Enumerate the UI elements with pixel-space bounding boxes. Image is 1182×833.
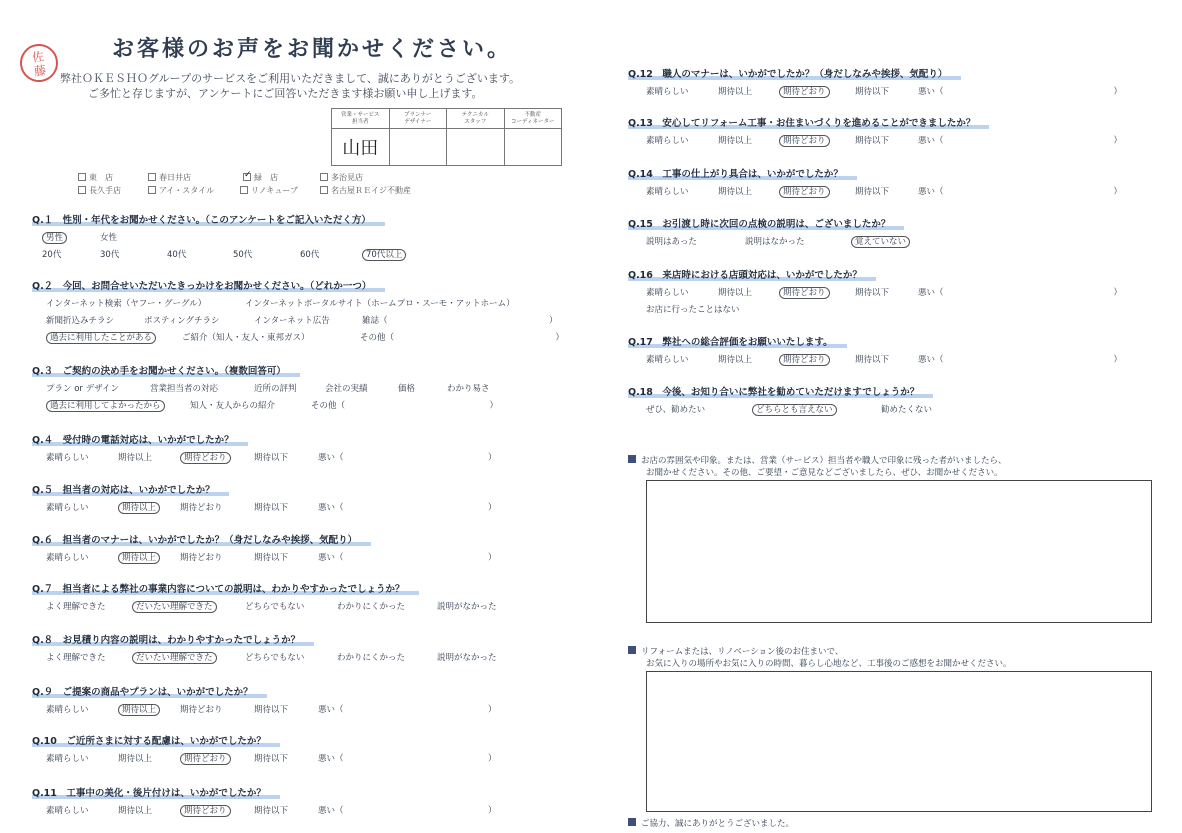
answer-label: 期待以上 — [118, 453, 153, 463]
checkbox-icon[interactable] — [78, 173, 86, 181]
answer-option[interactable] — [362, 314, 558, 326]
answer-option[interactable] — [254, 551, 288, 563]
answer-label: 説明がなかった — [437, 602, 497, 612]
answer-option[interactable] — [150, 382, 218, 394]
answer-label: 悪い（ ） — [318, 503, 497, 513]
answer-option[interactable] — [180, 551, 223, 563]
store-label: 名古屋ＲＥイジ不動産 — [331, 186, 411, 195]
answer-option[interactable] — [46, 297, 206, 309]
question-text: Q.10 ご近所さまに対する配慮は、いかがでしたか？ — [32, 736, 280, 747]
answer-option[interactable] — [325, 382, 368, 394]
answer-option[interactable] — [46, 501, 89, 513]
answer-label: 悪い（ ） — [318, 553, 497, 563]
answer-option[interactable] — [918, 185, 1122, 197]
answer-label: 期待以上 — [718, 187, 753, 197]
answer-option[interactable] — [46, 382, 119, 394]
answer-label: 期待どおり — [779, 135, 830, 147]
answer-label: 過去に利用してよかったから — [46, 400, 165, 412]
answer-label: 覚えていない — [851, 236, 910, 248]
answer-label: 期待以下 — [254, 503, 289, 513]
answer-option[interactable] — [190, 399, 275, 411]
store-option[interactable] — [148, 172, 191, 183]
checkbox-icon[interactable] — [78, 186, 86, 194]
answer-option[interactable] — [855, 134, 889, 146]
question-text: Q.１ 性別・年代をお聞かせください。（このアンケートをご記入いただく方） — [32, 215, 385, 226]
answer-label: 素晴らしい — [646, 136, 689, 146]
question-heading — [32, 482, 229, 496]
answer-label: インターネットポータルサイト（ホームプロ・スーモ・アットホーム） — [245, 299, 515, 309]
answer-option[interactable] — [167, 248, 186, 260]
answer-option[interactable] — [245, 651, 304, 663]
answer-label: 期待どおり — [779, 86, 830, 98]
answer-option[interactable] — [254, 703, 288, 715]
answer-option-selected[interactable] — [132, 600, 217, 612]
answer-label: ご紹介（知人・友人・東邦ガス） — [182, 333, 310, 343]
question-heading — [32, 785, 280, 799]
answer-option[interactable] — [646, 85, 689, 97]
question-heading — [628, 66, 961, 80]
store-option[interactable] — [320, 185, 411, 196]
answer-option[interactable] — [254, 382, 297, 394]
answer-label: よく理解できた — [46, 653, 106, 663]
answer-label: 雑誌（ ） — [362, 316, 558, 326]
store-label: 多治見店 — [331, 173, 363, 182]
answer-option[interactable] — [100, 231, 117, 243]
question-text: Q.７ 担当者による弊社の事業内容についての説明は、わかりやすかったでしょうか？ — [32, 584, 419, 595]
comment-2-prompt-line-2: お気に入りの場所やお気に入りの時間、暮らし心地など、工事後のご感想をお聞かせください。 — [646, 659, 1012, 669]
answer-label: 素晴らしい — [46, 453, 89, 463]
question-text: Q.11 工事中の美化・後片付けは、いかがでしたか？ — [32, 788, 280, 799]
answer-option[interactable] — [144, 314, 219, 326]
store-option[interactable] — [78, 185, 121, 196]
answer-option[interactable] — [180, 501, 223, 513]
answer-option[interactable] — [180, 703, 223, 715]
intro-line-1: 弊社ＯＫＥＳＨＯグループのサービスをご利用いただきまして、誠にありがとうございます。 — [60, 72, 521, 85]
answer-label: 悪い（ ） — [318, 754, 497, 764]
answer-label: 悪い（ ） — [918, 355, 1123, 365]
answer-label: 期待以上 — [718, 136, 753, 146]
answer-label: 悪い（ ） — [318, 806, 497, 816]
answer-label: 期待以上 — [118, 806, 153, 816]
question-text: Q.18 今後、お知り合いに弊社を勧めていただけますでしょうか？ — [628, 387, 933, 398]
answer-label: 期待どおり — [180, 705, 223, 715]
answer-label: 50代 — [233, 250, 253, 260]
answer-label: 価格 — [398, 384, 416, 394]
question-text: Q.16 来店時における店頭対応は、いかがでしたか？ — [628, 270, 876, 281]
store-label: リノキューブ — [251, 186, 298, 195]
answer-option[interactable] — [855, 185, 889, 197]
question-text: Q.８ お見積り内容の説明は、わかりやすかったでしょうか？ — [32, 635, 314, 646]
answer-option[interactable] — [855, 286, 889, 298]
answer-option[interactable] — [437, 600, 497, 612]
comment-1-prompt-line-1: お店の雰囲気や印象。または、営業（サービス）担当者や職人で印象に残った者がいましたら、 — [628, 454, 1007, 466]
checkbox-icon[interactable] — [243, 173, 251, 181]
answer-option[interactable] — [918, 85, 1122, 97]
answer-label: 期待以下 — [254, 806, 289, 816]
answer-option-selected[interactable] — [779, 85, 830, 97]
answer-option[interactable] — [254, 451, 288, 463]
intro-line-2: ご多忙と存じますが、アンケートにご回答いただきます様お願い申し上げます。 — [88, 87, 483, 100]
answer-option[interactable] — [881, 403, 932, 415]
store-label: 緑 店 — [254, 173, 278, 182]
answer-option[interactable] — [718, 85, 752, 97]
store-option[interactable] — [240, 185, 298, 196]
answer-option[interactable] — [718, 353, 752, 365]
answer-label: 過去に利用したことがある — [46, 332, 156, 344]
answer-option-selected[interactable] — [752, 403, 837, 415]
answer-label: どちらでもない — [245, 653, 305, 663]
staff-value-technical[interactable] — [447, 129, 505, 166]
seal-stamp: 佐 藤 — [18, 42, 61, 85]
answer-option-selected[interactable] — [118, 501, 160, 513]
answer-option[interactable] — [118, 752, 152, 764]
answer-label: 素晴らしい — [46, 553, 89, 563]
question-text: Q.２ 今回、お問合せいただいたきっかけをお聞かせください。（どれか一つ） — [32, 281, 385, 292]
question-heading — [32, 581, 419, 595]
staff-header-realestate: 不動産 コーディネーター — [504, 109, 562, 129]
question-heading — [628, 384, 933, 398]
answer-option[interactable] — [318, 804, 497, 816]
answer-label: 期待以下 — [855, 87, 890, 97]
store-option[interactable] — [148, 185, 214, 196]
answer-option[interactable] — [646, 185, 689, 197]
answer-label: 男性 — [42, 232, 67, 244]
question-heading — [628, 267, 876, 281]
answer-option-selected[interactable] — [118, 703, 160, 715]
square-bullet-icon — [628, 455, 636, 463]
answer-label: 60代 — [300, 250, 320, 260]
question-heading — [628, 334, 847, 348]
square-bullet-icon — [628, 646, 636, 654]
answer-label: 期待以下 — [254, 705, 289, 715]
answer-option[interactable] — [745, 235, 805, 247]
answer-label: ポスティングチラシ — [144, 316, 220, 326]
answer-label: 期待以上 — [118, 502, 160, 514]
answer-option[interactable] — [254, 501, 288, 513]
answer-label: よく理解できた — [46, 602, 106, 612]
answer-label: ぜひ、勧めたい — [646, 405, 706, 415]
answer-label: 勧めたくない — [881, 405, 933, 415]
answer-option[interactable] — [318, 451, 497, 463]
answer-label: プラン or デザイン — [46, 384, 120, 394]
answer-label: インターネット検索（ヤフー・グーグル） — [46, 299, 207, 309]
answer-label: 悪い（ ） — [918, 136, 1123, 146]
answer-option[interactable] — [100, 248, 119, 260]
answer-label: 期待どおり — [180, 452, 231, 464]
answer-option[interactable] — [254, 752, 288, 764]
answer-option[interactable] — [718, 286, 752, 298]
checkbox-icon[interactable] — [320, 186, 328, 194]
answer-label: 期待どおり — [779, 354, 830, 366]
thanks-line: ご協力、誠にありがとうございました。 — [628, 817, 794, 829]
answer-label: 期待以上 — [118, 704, 160, 716]
answer-option[interactable] — [646, 286, 689, 298]
store-label: 春日井店 — [159, 173, 191, 182]
staff-value-sales[interactable]: 山田 — [332, 129, 390, 166]
answer-label: 素晴らしい — [46, 503, 89, 513]
answer-option[interactable] — [46, 600, 106, 612]
answer-label: 20代 — [42, 250, 62, 260]
answer-option[interactable] — [118, 804, 152, 816]
answer-label: わかりにくかった — [337, 653, 406, 663]
staff-header-planner: プランナー デザイナー — [389, 109, 447, 129]
answer-option[interactable] — [300, 248, 319, 260]
answer-option[interactable] — [46, 451, 89, 463]
answer-option[interactable] — [318, 501, 497, 513]
answer-option[interactable] — [46, 752, 89, 764]
answer-label: 期待以上 — [118, 552, 160, 564]
question-text: Q.４ 受付時の電話対応は、いかがでしたか？ — [32, 435, 248, 446]
answer-label: 期待以下 — [254, 553, 289, 563]
store-label: 長久手店 — [89, 186, 121, 195]
answer-label: 素晴らしい — [646, 288, 689, 298]
page-title: お客様のお声をお聞かせください。 — [112, 37, 513, 62]
answer-option-selected[interactable] — [132, 651, 217, 663]
checkbox-icon[interactable] — [148, 186, 156, 194]
answer-label: 女性 — [100, 233, 118, 243]
answer-option[interactable] — [182, 331, 310, 343]
staff-header-technical: テクニカル スタッフ — [447, 109, 505, 129]
answer-label: 期待どおり — [180, 553, 223, 563]
answer-option-selected[interactable] — [362, 248, 406, 260]
answer-label: 期待以下 — [855, 136, 890, 146]
answer-label: 説明はあった — [646, 237, 697, 247]
answer-option[interactable] — [918, 134, 1122, 146]
answer-option[interactable] — [646, 303, 740, 315]
answer-option[interactable] — [42, 248, 61, 260]
question-text: Q.17 弊社への総合評価をお願いいたします。 — [628, 337, 847, 348]
answer-option-selected[interactable] — [779, 185, 830, 197]
answer-option[interactable] — [918, 353, 1122, 365]
answer-option[interactable] — [646, 353, 689, 365]
answer-option[interactable] — [245, 297, 515, 309]
answer-label: 説明はなかった — [745, 237, 805, 247]
answer-option-selected[interactable] — [42, 231, 67, 243]
answer-label: 素晴らしい — [646, 355, 689, 365]
answer-label: 新聞折込みチラシ — [46, 316, 115, 326]
answer-label: 悪い（ ） — [918, 288, 1123, 298]
answer-option[interactable] — [360, 331, 564, 343]
question-heading — [32, 212, 385, 226]
answer-option[interactable] — [646, 235, 697, 247]
answer-option[interactable] — [46, 703, 89, 715]
answer-label: 悪い（ ） — [318, 705, 497, 715]
question-heading — [32, 632, 314, 646]
answer-label: 営業担当者の対応 — [150, 384, 219, 394]
question-text: Q.12 職人のマナーは、いかがでしたか？（身だしなみや挨拶、気配り） — [628, 69, 961, 80]
answer-option[interactable] — [254, 314, 330, 326]
answer-label: 悪い（ ） — [318, 453, 497, 463]
store-option[interactable] — [243, 172, 278, 183]
answer-label: だいたい理解できた — [132, 601, 217, 613]
store-label: 東 店 — [89, 173, 113, 182]
staff-value-planner[interactable] — [389, 129, 447, 166]
question-text: Q.６ 担当者のマナーは、いかがでしたか？（身だしなみや挨拶、気配り） — [32, 535, 371, 546]
answer-option-selected[interactable] — [46, 331, 156, 343]
comment-1-textarea[interactable] — [646, 480, 1152, 623]
question-text: Q.15 お引渡し時に次回の点検の説明は、ございましたか？ — [628, 219, 904, 230]
answer-option[interactable] — [46, 551, 89, 563]
answer-label: インターネット広告 — [254, 316, 330, 326]
answer-option-selected[interactable] — [118, 551, 160, 563]
answer-label: 素晴らしい — [46, 806, 89, 816]
answer-option-selected[interactable] — [779, 353, 830, 365]
answer-option-selected[interactable] — [46, 399, 165, 411]
question-heading — [32, 432, 248, 446]
answer-label: 30代 — [100, 250, 120, 260]
answer-option[interactable] — [337, 651, 405, 663]
question-text: Q.14 工事の仕上がり具合は、いかがでしたか？ — [628, 169, 857, 180]
answer-label: 期待以上 — [718, 355, 753, 365]
comment-1-prompt-line-2: お聞かせください。その他、ご要望・ご意見などございましたら、ぜひ、お聞かせください。 — [646, 468, 1003, 478]
question-heading — [628, 216, 904, 230]
answer-option[interactable] — [855, 85, 889, 97]
answer-label: 期待どおり — [180, 503, 223, 513]
store-option[interactable] — [320, 172, 363, 183]
store-label: アイ・スタイル — [159, 186, 215, 195]
answer-label: 期待どおり — [779, 287, 830, 299]
answer-option[interactable] — [311, 399, 498, 411]
answer-label: 知人・友人からの紹介 — [190, 401, 276, 411]
question-heading — [32, 684, 267, 698]
question-heading — [32, 733, 280, 747]
answer-option[interactable] — [646, 134, 689, 146]
answer-label: その他（ ） — [360, 333, 565, 343]
answer-label: 期待以上 — [718, 288, 753, 298]
question-heading — [32, 532, 371, 546]
question-text: Q.13 安心してリフォーム工事・お住まいづくりを進めることができましたか？ — [628, 118, 989, 129]
answer-option[interactable] — [233, 248, 252, 260]
answer-label: 期待以下 — [254, 453, 289, 463]
answer-option[interactable] — [254, 804, 288, 816]
answer-label: 期待以上 — [118, 754, 153, 764]
question-heading — [32, 363, 300, 377]
checkbox-icon[interactable] — [240, 186, 248, 194]
answer-option[interactable] — [855, 353, 889, 365]
answer-label: 期待どおり — [180, 805, 231, 817]
answer-option-selected[interactable] — [779, 134, 830, 146]
answer-option-selected[interactable] — [180, 804, 231, 816]
answer-label: 説明がなかった — [437, 653, 497, 663]
answer-option-selected[interactable] — [180, 752, 231, 764]
comment-2-prompt-line-1: リフォームまたは、リノベーション後のお住まいで、 — [628, 645, 843, 657]
answer-option[interactable] — [318, 752, 497, 764]
answer-label: 素晴らしい — [646, 187, 689, 197]
answer-label: 期待どおり — [779, 186, 830, 198]
answer-label: 悪い（ ） — [918, 87, 1123, 97]
answer-label: どちらとも言えない — [752, 404, 837, 416]
answer-label: お店に行ったことはない — [646, 305, 740, 315]
question-text: Q.５ 担当者の対応は、いかがでしたか？ — [32, 485, 229, 496]
question-text: Q.９ ご提案の商品やプランは、いかがでしたか？ — [32, 687, 267, 698]
answer-option[interactable] — [46, 804, 89, 816]
answer-option-selected[interactable] — [779, 286, 830, 298]
answer-label: 素晴らしい — [646, 87, 689, 97]
square-bullet-icon — [628, 818, 636, 826]
answer-label: 近所の評判 — [254, 384, 297, 394]
staff-table — [331, 108, 562, 166]
question-heading — [628, 166, 857, 180]
question-heading — [628, 115, 989, 129]
answer-label: その他（ ） — [311, 401, 499, 411]
answer-label: 期待どおり — [180, 753, 231, 765]
checkbox-icon[interactable] — [320, 173, 328, 181]
answer-option[interactable] — [398, 382, 415, 394]
answer-option-selected[interactable] — [180, 451, 231, 463]
answer-label: 期待以上 — [718, 87, 753, 97]
answer-option[interactable] — [447, 382, 490, 394]
answer-label: どちらでもない — [245, 602, 305, 612]
staff-header-sales: 営業・サービス 担当者 — [332, 109, 390, 129]
answer-label: 期待以下 — [855, 187, 890, 197]
comment-2-textarea[interactable] — [646, 671, 1152, 812]
answer-label: 期待以下 — [855, 288, 890, 298]
answer-option[interactable] — [318, 703, 497, 715]
answer-option[interactable] — [437, 651, 497, 663]
answer-label: 会社の実績 — [325, 384, 368, 394]
answer-label: 素晴らしい — [46, 705, 89, 715]
answer-label: 期待以下 — [855, 355, 890, 365]
store-option[interactable] — [78, 172, 113, 183]
answer-option[interactable] — [118, 451, 152, 463]
answer-option[interactable] — [318, 551, 497, 563]
answer-option[interactable] — [245, 600, 304, 612]
answer-option[interactable] — [718, 134, 752, 146]
answer-label: だいたい理解できた — [132, 652, 217, 664]
answer-option[interactable] — [46, 651, 106, 663]
question-text: Q.３ ご契約の決め手をお聞かせください。（複数回答可） — [32, 366, 300, 377]
answer-label: 70代以上 — [362, 249, 406, 261]
answer-label: 40代 — [167, 250, 187, 260]
answer-label: わかりにくかった — [337, 602, 406, 612]
answer-label: 素晴らしい — [46, 754, 89, 764]
answer-option[interactable] — [646, 403, 705, 415]
answer-label: 期待以下 — [254, 754, 289, 764]
answer-option[interactable] — [337, 600, 405, 612]
answer-label: 悪い（ ） — [918, 187, 1123, 197]
answer-label: わかり易さ — [447, 384, 490, 394]
answer-option[interactable] — [918, 286, 1122, 298]
staff-value-realestate[interactable] — [504, 129, 562, 166]
answer-option[interactable] — [46, 314, 114, 326]
answer-option-selected[interactable] — [851, 235, 910, 247]
answer-option[interactable] — [718, 185, 752, 197]
checkbox-icon[interactable] — [148, 173, 156, 181]
question-heading — [32, 278, 385, 292]
